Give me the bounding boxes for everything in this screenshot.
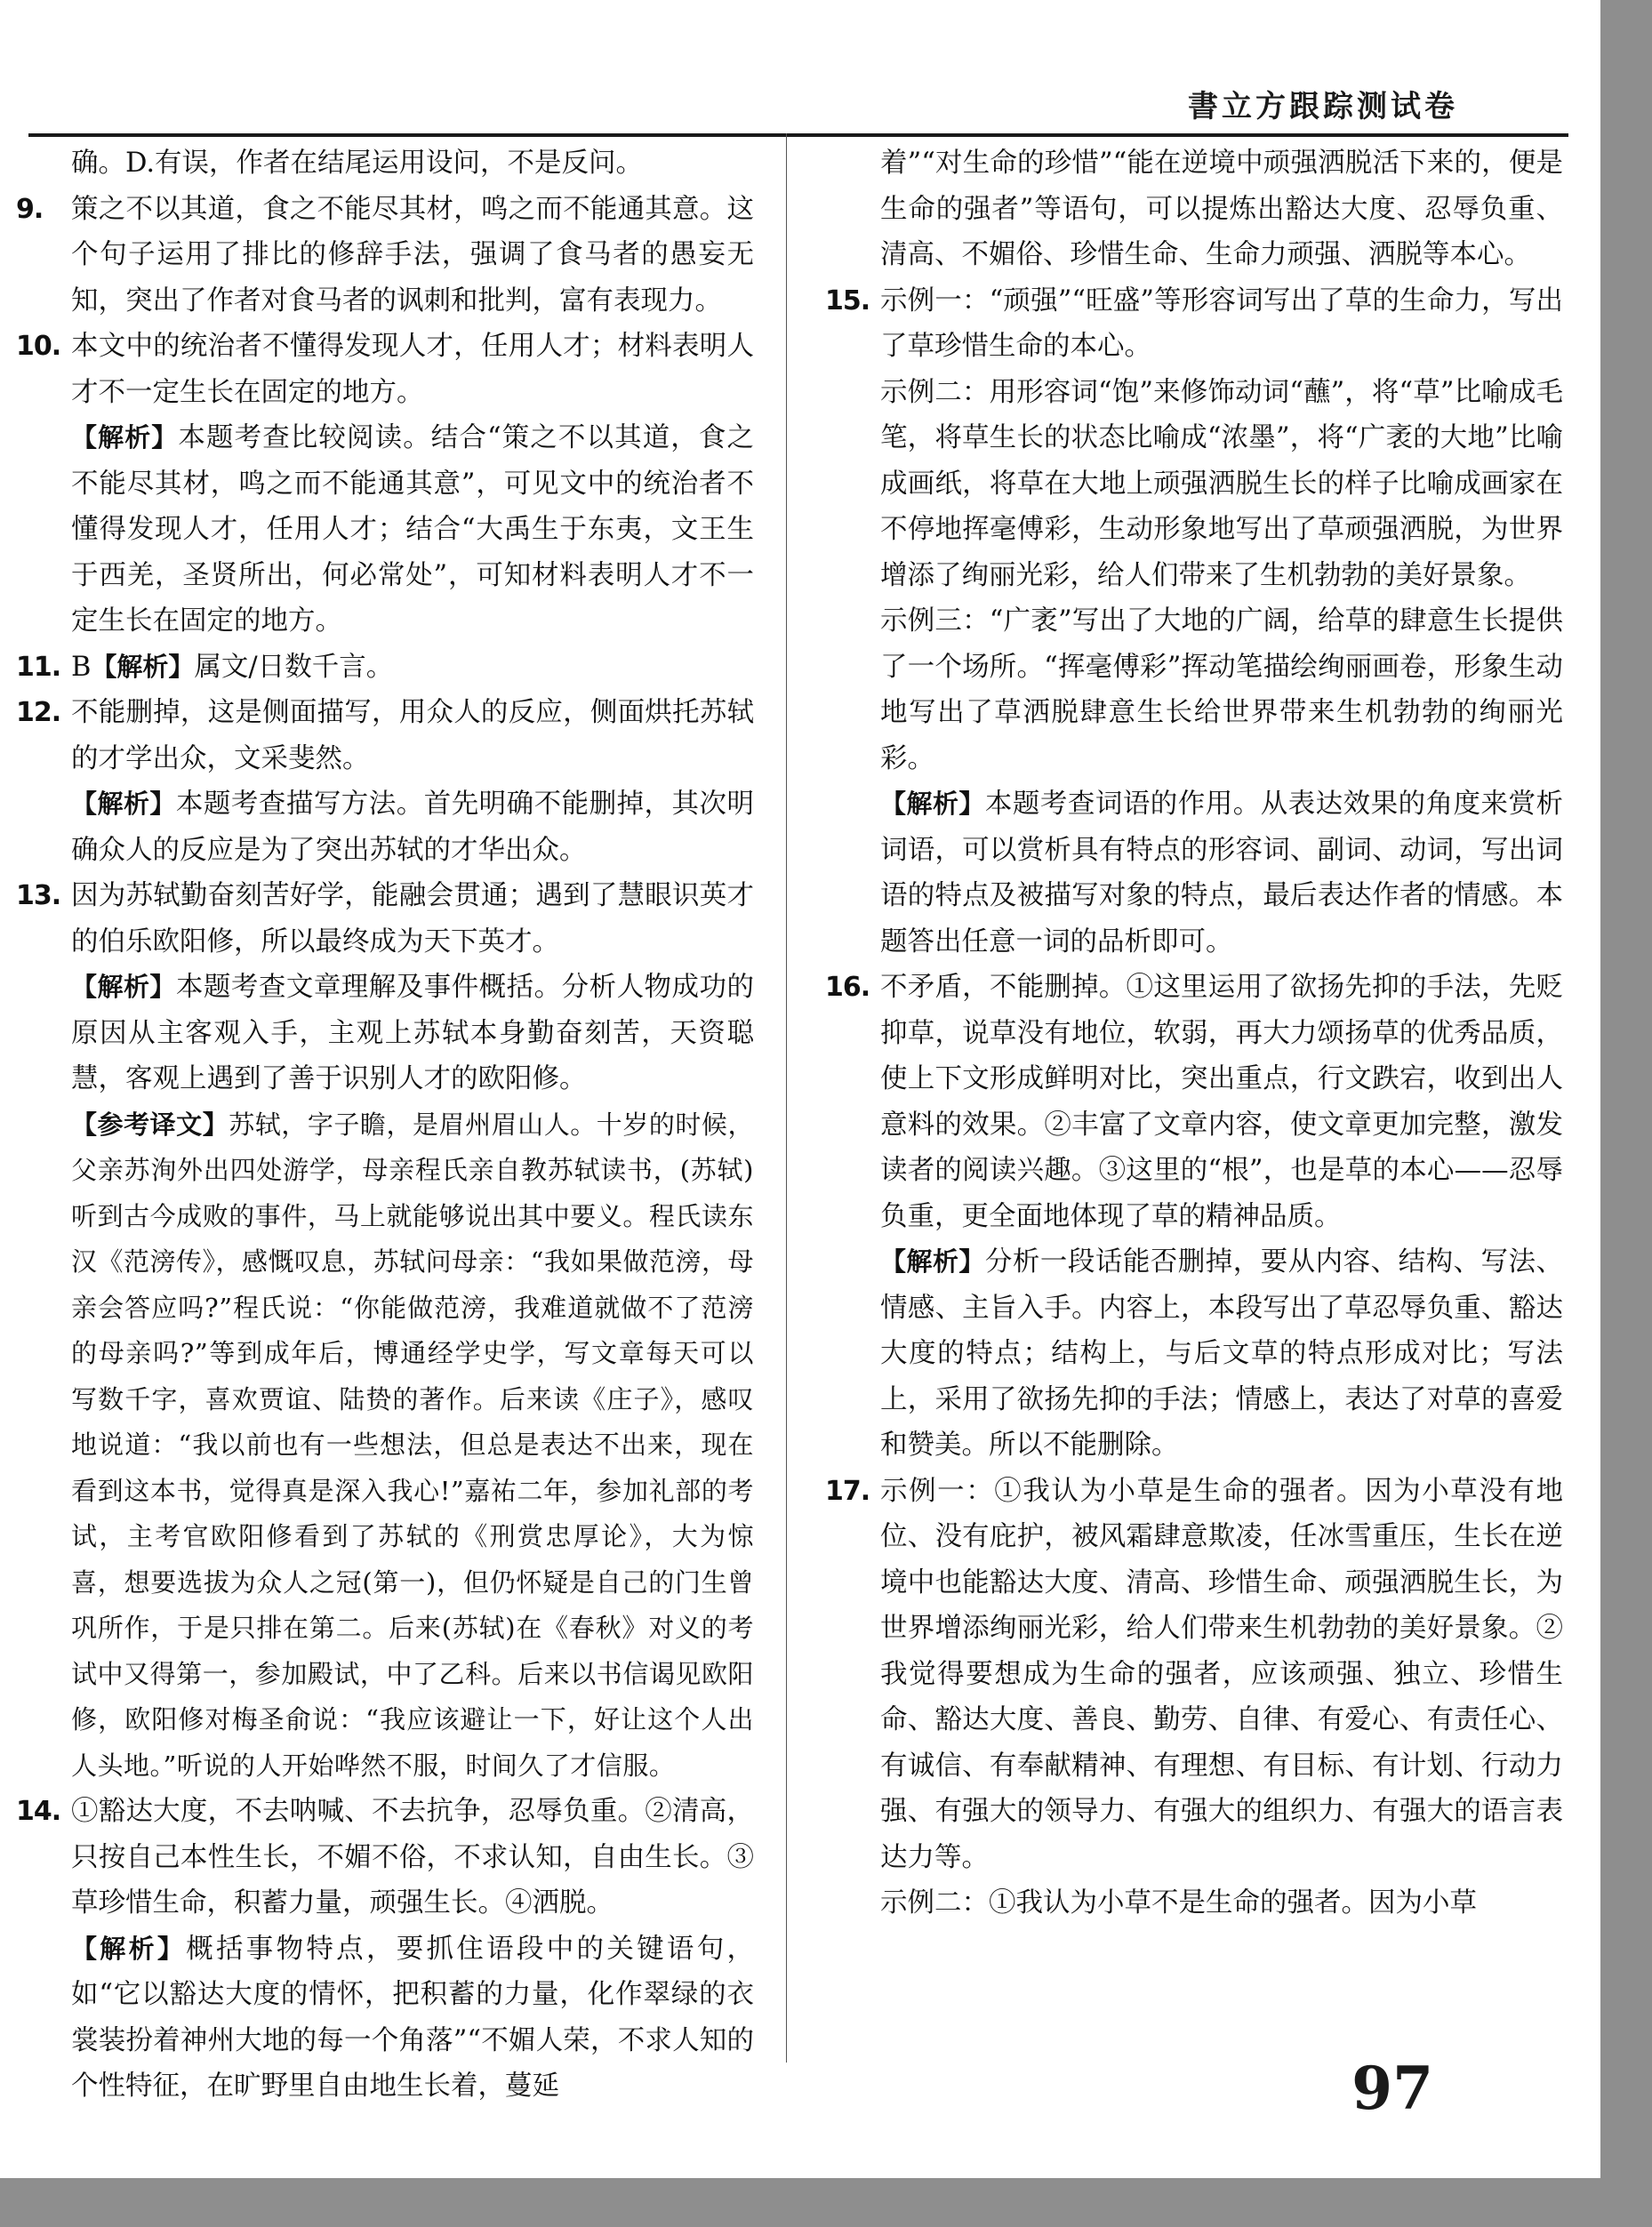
answer-continuation: 确。D.有误，作者在结尾运用设问，不是反问。 — [71, 148, 644, 179]
answer-11 — [16, 645, 754, 691]
answer-17 — [825, 1469, 1563, 1881]
translation-text: 苏轼，字子瞻，是眉州眉山人。十岁的时候，父亲苏洵外出四处游学，母亲程氏亲自教苏轼读书，(苏轼)听到古今成败的事件，马上就能够说出其中要义。程氏读东汉《范滂传》，感慨叹息，苏轼问母亲：“我如果做范滂，母亲会答应吗?”程氏说：“你能做范滂，我难道就做不了范滂的母亲吗?”等到成年后，博通经学史学，写文章每天可以写数千字，喜欢贾谊、陆贽的著作。后来读《庄子》，感叹地说道：“我以前也有一些想法，但总是表达不出来，现在看到这本书，觉得真是深入我心!”嘉祐二年，参加礼部的考试，主考官欧阳修看到了苏轼的《刑赏忠厚论》，大为惊喜，想要选拔为众人之冠(第一)，但仍怀疑是自己的门生曾巩所作，于是只排在第二。后来(苏轼)在《春秋》对义的考试中又得第一，参加殿试，中了乙科。后来以书信谒见欧阳修，欧阳修对梅圣俞说：“我应该避让一下，好让这个人出人头地。”听说的人开始哗然不服，时间久了才信服。 — [71, 1109, 754, 1781]
answer-14 — [16, 1789, 754, 1927]
analysis-text: 本题考查词语的作用。从表达效果的角度来赏析词语，可以赏析具有特点的形容词、副词、动词，写出词语的特点及被描写对象的特点，最后表达作者的情感。本题答出任意一词的品析即可。 — [880, 789, 1563, 957]
analysis-tag: 【解析】 — [71, 422, 179, 453]
answer-13 — [16, 873, 754, 965]
right-column — [825, 140, 1563, 1927]
header-rule — [28, 133, 1568, 137]
analysis-tag: 【解析】 — [880, 1246, 985, 1277]
answer-number: 10. — [16, 331, 61, 362]
example-2: 示例二：①我认为小草不是生命的强者。因为小草 — [880, 1887, 1477, 1919]
answer-choice: B — [71, 651, 92, 683]
analysis-tag: 【解析】 — [71, 972, 176, 1002]
example-3: 示例三：“广袤”写出了大地的广阔，给草的肆意生长提供了一个场所。“挥毫傅彩”挥动笔描绘绚丽画卷，形象生动地写出了草洒脱肆意生长给世界带来生机勃勃的绚丽光彩。 — [880, 605, 1563, 774]
translation-13 — [16, 1102, 754, 1790]
analysis-text: 本题考查文章理解及事件概括。分析人物成功的原因从主客观入手，主观上苏轼本身勤奋刻苦，天资聪慧，客观上遇到了善于识别人才的欧阳修。 — [71, 972, 754, 1094]
analysis-tag: 【解析】 — [880, 789, 985, 819]
answer-14-continuation: 着”“对生命的珍惜”“能在逆境中顽强洒脱活下来的，便是生命的强者”等语句，可以提炼出豁达大度、忍辱负重、清高、不媚俗、珍惜生命、生命力顽强、洒脱等本心。 — [880, 148, 1563, 270]
answer-10 — [16, 324, 754, 415]
answer-16 — [825, 965, 1563, 1239]
answer-text: 因为苏轼勤奋刻苦好学，能融会贯通；遇到了慧眼识英才的伯乐欧阳修，所以最终成为天下英才。 — [71, 880, 754, 957]
answer-15 — [825, 278, 1563, 370]
header-title: 書立方跟踪测试卷 — [1188, 89, 1458, 124]
answer-text: 策之不以其道，食之不能尽其材，鸣之而不能通其意。这个句子运用了排比的修辞手法，强调了食马者的愚妄无知，突出了作者对食马者的讽刺和批判，富有表现力。 — [71, 193, 754, 316]
column-divider — [786, 133, 787, 2063]
analysis-text: 分析一段话能否删掉，要从内容、结构、写法、情感、主旨入手。内容上，本段写出了草忍辱负重、豁达大度的特点；结构上，与后文草的特点形成对比；写法上，采用了欲扬先抑的手法；情感上，表达了对草的喜爱和赞美。所以不能删除。 — [880, 1246, 1563, 1461]
answer-number: 9. — [16, 193, 44, 225]
analysis-text: 属文/日数千言。 — [194, 651, 394, 683]
answer-number: 17. — [825, 1475, 870, 1507]
analysis-tag: 【解析】 — [71, 789, 176, 819]
analysis-14 — [16, 1927, 754, 2110]
answer-number: 12. — [16, 697, 61, 728]
analysis-tag: 【解析】 — [91, 651, 195, 682]
analysis-text: 本题考查比较阅读。结合“策之不以其道，食之不能尽其材，鸣之而不能通其意”，可见文中的统治者不懂得发现人才，任用人才；结合“大禹生于东夷，文王生于西羌，圣贤所出，何必常处”，可知材料表明人才不一定生长在固定的地方。 — [71, 422, 754, 637]
analysis-12 — [16, 781, 754, 873]
answer-number: 13. — [16, 880, 61, 911]
example-2: 示例二：用形容词“饱”来修饰动词“蘸”，将“草”比喻成毛笔，将草生长的状态比喻成“浓墨”，将“广袤的大地”比喻成画纸，将草在大地上顽强洒脱生长的样子比喻成画家在不停地挥毫傅彩，生动形象地写出了草顽强洒脱，为世界增添了绚丽光彩，给人们带来了生机勃勃的美好景象。 — [880, 376, 1563, 591]
analysis-10 — [16, 415, 754, 645]
example-1: 示例一：①我认为小草是生命的强者。因为小草没有地位、没有庇护，被风霜肆意欺凌，任冰雪重压，生长在逆境中也能豁达大度、清高、珍惜生命、顽强洒脱生长，为世界增添绚丽光彩，给人们带来生机勃勃的美好景象。②我觉得要想成为生命的强者，应该顽强、独立、珍惜生命、豁达大度、善良、勤劳、自律、有爱心、有责任心、有诚信、有奉献精神、有理想、有目标、有计划、行动力强、有强大的领导力、有强大的组织力、有强大的语言表达力等。 — [880, 1475, 1563, 1873]
analysis-16 — [825, 1239, 1563, 1469]
page-number: 97 — [1351, 2054, 1433, 2123]
analysis-text: 本题考查描写方法。首先明确不能删掉，其次明确众人的反应是为了突出苏轼的才华出众。 — [71, 789, 754, 866]
analysis-13 — [16, 965, 754, 1102]
answer-text: 不能删掉，这是侧面描写，用众人的反应，侧面烘托苏轼的才学出众，文采斐然。 — [71, 697, 754, 774]
answer-text: 不矛盾，不能删掉。①这里运用了欲扬先抑的手法，先贬抑草，说草没有地位，软弱，再大力颂扬草的优秀品质，使上下文形成鲜明对比，突出重点，行文跌宕，收到出人意料的效果。②丰富了文章内容，使文章更加完整，激发读者的阅读兴趣。③这里的“根”，也是草的本心——忍辱负重，更全面地体现了草的精神品质。 — [880, 972, 1563, 1232]
analysis-tag: 【解析】 — [71, 1933, 187, 1964]
left-column — [16, 140, 754, 2110]
answer-9 — [16, 187, 754, 324]
answer-text: 本文中的统治者不懂得发现人才，任用人才；材料表明人才不一定生长在固定的地方。 — [71, 331, 754, 408]
answer-text: ①豁达大度，不去呐喊、不去抗争，忍辱负重。②清高，只按自己本性生长，不媚不俗，不求认知，自由生长。③草珍惜生命，积蓄力量，顽强生长。④洒脱。 — [71, 1796, 754, 1919]
example-1: 示例一：“顽强”“旺盛”等形容词写出了草的生命力，写出了草珍惜生命的本心。 — [880, 284, 1563, 362]
answer-number: 11. — [16, 651, 61, 683]
answer-number: 14. — [16, 1796, 61, 1827]
analysis-text: 概括事物特点，要抓住语段中的关键语句，如“它以豁达大度的情怀，把积蓄的力量，化作翠绿的衣裳装扮着神州大地的每一个角落”“不媚人荣，不求人知的个性特征，在旷野里自由地生长着，蔓延 — [71, 1933, 754, 2102]
translation-tag: 【参考译文】 — [71, 1109, 229, 1140]
analysis-15 — [825, 781, 1563, 965]
answer-12 — [16, 690, 754, 781]
answer-number: 15. — [825, 284, 870, 316]
answer-number: 16. — [825, 972, 870, 1003]
